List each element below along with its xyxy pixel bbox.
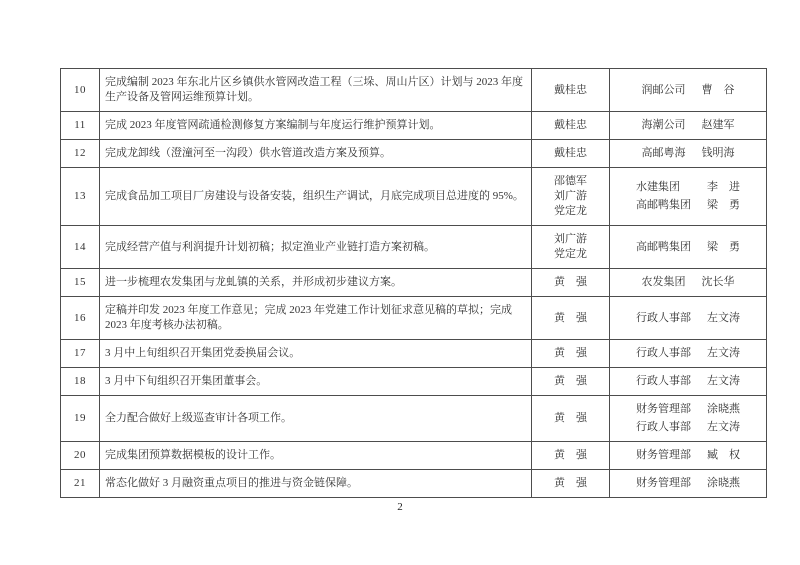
owner-name: 刘广游	[554, 190, 587, 202]
owner-name: 黄 强	[554, 375, 587, 387]
row-number-cell	[61, 112, 100, 140]
row-number-cell	[61, 140, 100, 168]
unit-grid	[636, 240, 740, 255]
unit-name: 高邮鸭集团	[636, 240, 691, 253]
owner-names	[537, 448, 604, 463]
row-number: 12	[74, 147, 86, 159]
unit-grid	[636, 448, 740, 463]
unit-name: 财务管理部	[636, 477, 691, 489]
owner-cell	[532, 112, 610, 140]
table-row	[61, 297, 767, 340]
row-number: 11	[74, 119, 86, 131]
task-text: 完成集团预算数据模板的设计工作。	[105, 449, 281, 461]
owner-cell	[532, 140, 610, 168]
tasks-table	[60, 68, 767, 498]
unit-person: 左文涛	[707, 421, 740, 433]
unit-person: 钱明海	[701, 147, 735, 159]
unit-cell	[610, 470, 767, 498]
unit-grid	[636, 402, 740, 435]
table-row	[61, 340, 767, 368]
table-row	[61, 168, 767, 226]
unit-grid	[636, 346, 740, 361]
unit-cell	[610, 112, 767, 140]
owner-cell	[532, 368, 610, 396]
row-number-cell	[61, 368, 100, 396]
task-cell	[100, 396, 532, 442]
row-number: 15	[74, 276, 86, 288]
unit-cell	[610, 297, 767, 340]
unit-grid	[636, 311, 740, 326]
task-cell	[100, 297, 532, 340]
task-cell	[100, 168, 532, 226]
owner-name: 戴桂忠	[554, 119, 587, 131]
row-number: 21	[74, 477, 86, 489]
owner-cell	[532, 297, 610, 340]
unit-person: 曹 谷	[701, 83, 735, 96]
row-number-cell	[61, 69, 100, 112]
owner-names	[537, 311, 604, 326]
unit-name: 水建集团	[636, 181, 680, 193]
owner-name: 黄 强	[554, 347, 587, 359]
owner-names	[537, 83, 604, 98]
unit-cell	[610, 269, 767, 297]
owner-names	[537, 146, 604, 161]
row-number-cell	[61, 297, 100, 340]
owner-cell	[532, 470, 610, 498]
owner-names	[537, 374, 604, 389]
table-row	[61, 112, 767, 140]
owner-cell	[532, 69, 610, 112]
row-number: 13	[74, 190, 86, 202]
owner-names	[537, 174, 604, 219]
owner-name: 黄 强	[554, 276, 587, 288]
row-number: 17	[74, 347, 86, 359]
row-number: 18	[74, 375, 86, 387]
owner-name: 党定龙	[554, 205, 587, 217]
unit-person: 沈长华	[701, 276, 735, 288]
unit-grid	[642, 118, 735, 133]
owner-name: 黄 强	[554, 477, 587, 489]
table-row	[61, 269, 767, 297]
unit-person: 李 进	[707, 181, 740, 193]
unit-grid	[636, 180, 740, 213]
table-row	[61, 470, 767, 498]
unit-grid	[636, 476, 740, 491]
unit-cell	[610, 140, 767, 168]
task-text: 完成 2023 年度管网疏通检测修复方案编制与年度运行维护预算计划。	[105, 119, 441, 131]
task-cell	[100, 140, 532, 168]
task-cell	[100, 269, 532, 297]
task-cell	[100, 470, 532, 498]
task-text: 完成龙卸线（澄潼河至一沟段）供水管道改造方案及预算。	[105, 147, 391, 159]
owner-name: 黄 强	[554, 449, 587, 461]
owner-name: 刘广游	[554, 233, 587, 245]
owner-names	[537, 476, 604, 491]
tasks-table-body	[61, 69, 767, 498]
task-cell	[100, 112, 532, 140]
task-cell	[100, 442, 532, 470]
task-text: 定稿并印发 2023 年度工作意见；完成 2023 年党建工作计划征求意见稿的草拟；完成 2023 年度考核办法初稿。	[105, 304, 512, 331]
row-number: 19	[74, 412, 86, 424]
unit-name: 行政人事部	[636, 311, 691, 324]
unit-grid	[642, 83, 735, 98]
unit-name: 行政人事部	[636, 375, 691, 387]
unit-person: 梁 勇	[707, 240, 740, 253]
owner-cell	[532, 226, 610, 269]
row-number: 20	[74, 449, 86, 461]
task-text: 全力配合做好上级巡查审计各项工作。	[105, 412, 292, 424]
owner-names	[537, 118, 604, 133]
row-number-cell	[61, 442, 100, 470]
row-number-cell	[61, 226, 100, 269]
task-text: 3 月中上旬组织召开集团党委换届会议。	[105, 347, 301, 359]
owner-names	[537, 411, 604, 426]
unit-grid	[642, 146, 735, 161]
unit-name: 财务管理部	[636, 403, 691, 415]
table-row	[61, 396, 767, 442]
owner-cell	[532, 442, 610, 470]
unit-person: 赵建军	[701, 119, 735, 131]
task-cell	[100, 340, 532, 368]
unit-name: 行政人事部	[636, 421, 691, 433]
task-cell	[100, 368, 532, 396]
owner-name: 邵德军	[554, 175, 587, 187]
unit-cell	[610, 168, 767, 226]
unit-cell	[610, 442, 767, 470]
unit-person: 左文涛	[707, 311, 740, 324]
owner-names	[537, 232, 604, 262]
task-text: 完成食品加工项目厂房建设与设备安装，组织生产调试，月底完成项目总进度的 95%。	[105, 190, 524, 202]
unit-grid	[636, 374, 740, 389]
row-number-cell	[61, 340, 100, 368]
owner-names	[537, 275, 604, 290]
unit-name: 行政人事部	[636, 347, 691, 359]
owner-name: 戴桂忠	[554, 83, 587, 96]
table-row	[61, 368, 767, 396]
owner-cell	[532, 269, 610, 297]
unit-person: 臧 权	[707, 449, 740, 461]
page-number: 2	[397, 501, 403, 513]
unit-person: 左文涛	[707, 375, 740, 387]
task-text: 3 月中下旬组织召开集团董事会。	[105, 375, 268, 387]
unit-name: 高邮鸭集团	[636, 199, 691, 211]
task-text: 完成经营产值与利润提升计划初稿；拟定渔业产业链打造方案初稿。	[105, 240, 435, 253]
owner-name: 黄 强	[554, 412, 587, 424]
table-row	[61, 226, 767, 269]
task-cell	[100, 226, 532, 269]
task-text: 进一步梳理农发集团与龙虬镇的关系，并形成初步建议方案。	[105, 276, 402, 288]
owner-name: 戴桂忠	[554, 147, 587, 159]
row-number-cell	[61, 269, 100, 297]
unit-name: 财务管理部	[636, 449, 691, 461]
table-row	[61, 69, 767, 112]
unit-person: 左文涛	[707, 347, 740, 359]
unit-person: 涂晓燕	[707, 477, 740, 489]
owner-names	[537, 346, 604, 361]
unit-cell	[610, 396, 767, 442]
unit-cell	[610, 226, 767, 269]
unit-grid	[642, 275, 735, 290]
unit-cell	[610, 340, 767, 368]
owner-cell	[532, 396, 610, 442]
row-number: 10	[74, 83, 86, 96]
row-number: 16	[74, 311, 86, 324]
unit-name: 农发集团	[641, 276, 686, 288]
unit-person: 涂晓燕	[707, 403, 740, 415]
row-number-cell	[61, 168, 100, 226]
unit-cell	[610, 368, 767, 396]
owner-cell	[532, 340, 610, 368]
task-text: 完成编制 2023 年东北片区乡镇供水管网改造工程（三垛、周山片区）计划与 2023 年度生产设备及管网运维预算计划。	[105, 76, 523, 103]
owner-cell	[532, 168, 610, 226]
unit-person: 梁 勇	[707, 199, 740, 211]
unit-cell	[610, 69, 767, 112]
task-cell	[100, 69, 532, 112]
table-row	[61, 442, 767, 470]
owner-name: 党定龙	[554, 248, 587, 260]
owner-name: 黄 强	[554, 311, 587, 324]
row-number-cell	[61, 396, 100, 442]
row-number: 14	[74, 240, 86, 253]
table-row	[61, 140, 767, 168]
unit-name: 高邮粤海	[641, 147, 686, 159]
task-text: 常态化做好 3 月融资重点项目的推进与资金链保障。	[105, 477, 358, 489]
row-number-cell	[61, 470, 100, 498]
unit-name: 海潮公司	[641, 119, 686, 131]
unit-name: 润邮公司	[641, 83, 686, 96]
